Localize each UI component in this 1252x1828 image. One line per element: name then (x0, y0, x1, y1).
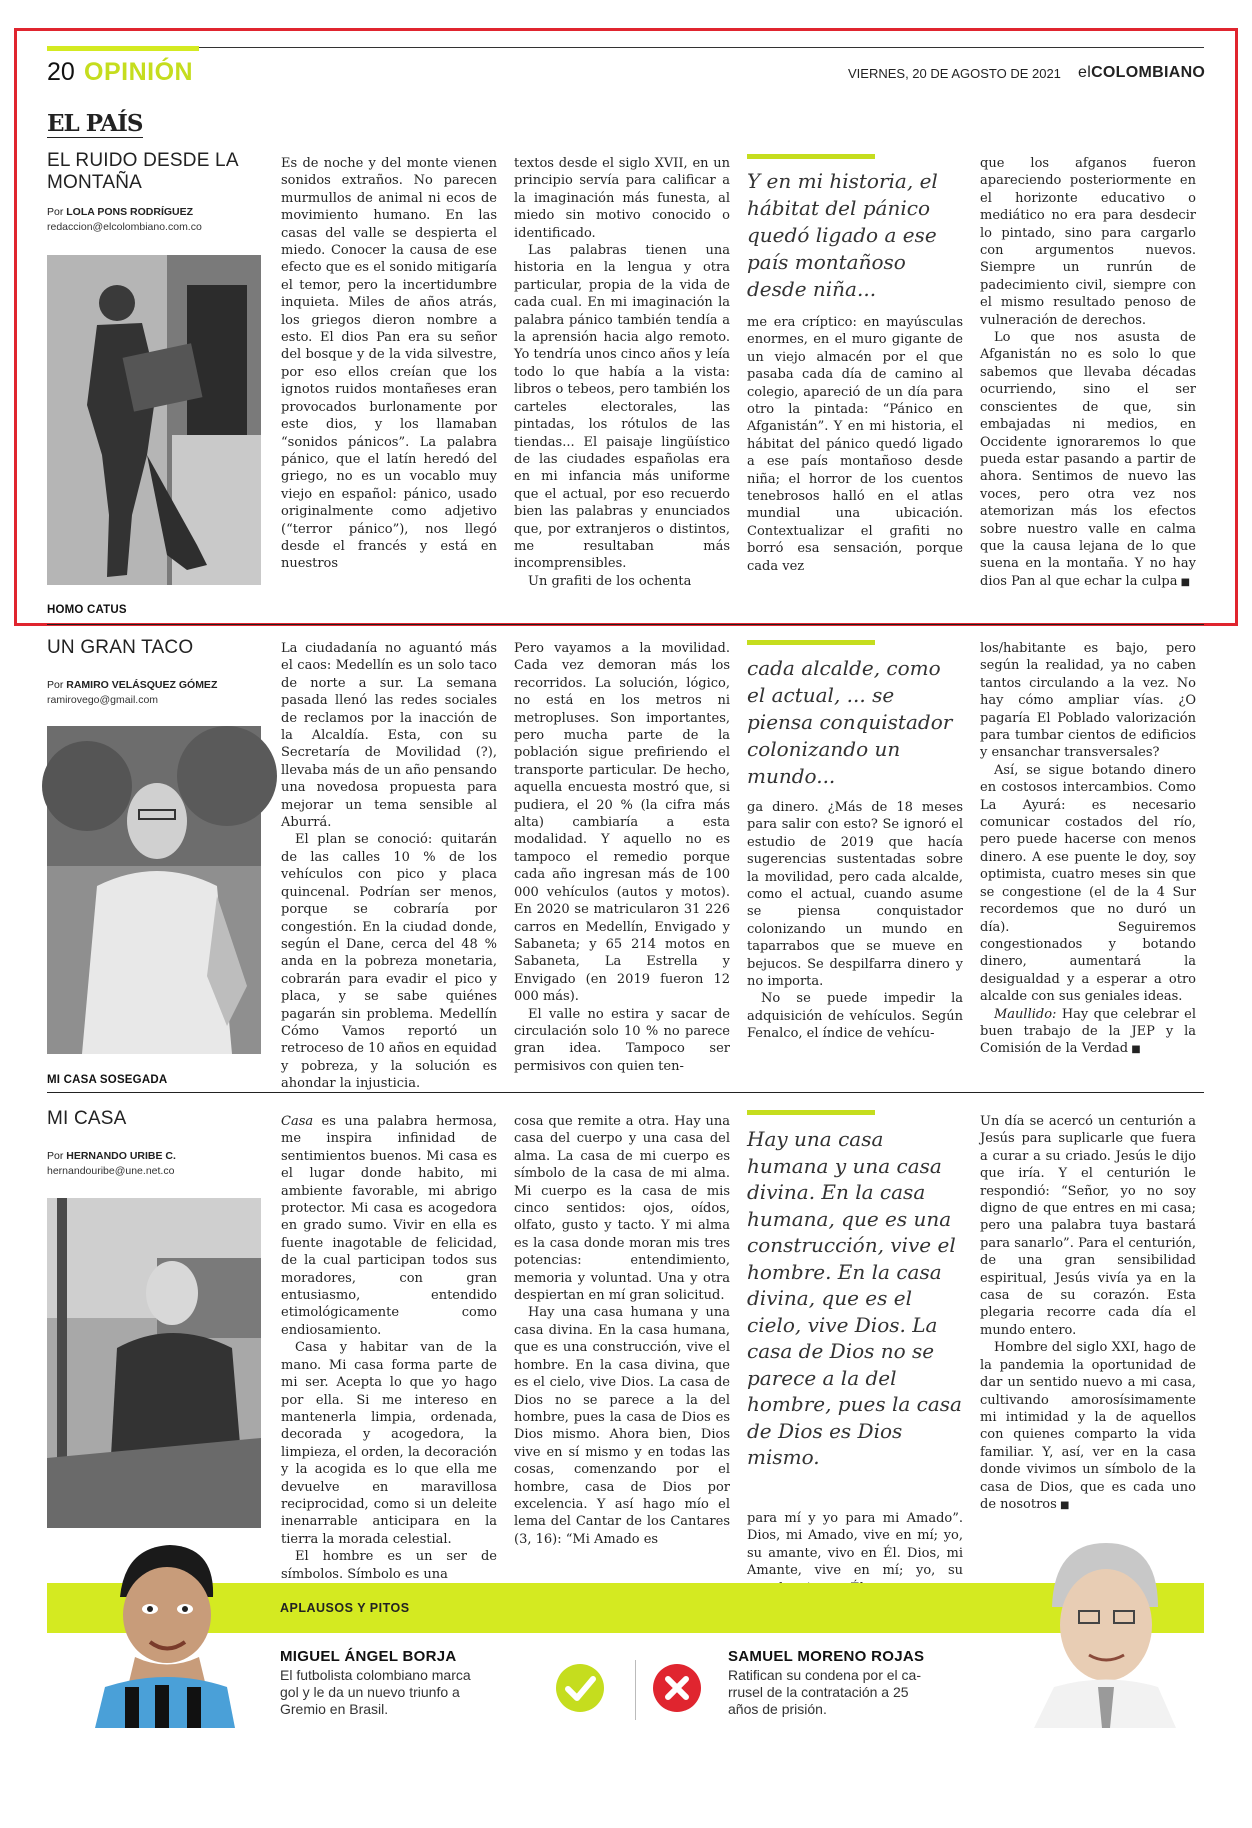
aplausos-divider (635, 1660, 636, 1720)
article1-col2-paragraph: Un grafiti de los ochenta (528, 573, 692, 589)
article3-column-1 (281, 1113, 497, 1585)
article1-pull-quote: Y en mi historia, el hábitat del pánico quedó ligado a ese país montañoso desde niña... (747, 169, 938, 301)
aplausos-left-line: Gremio en Brasil. (280, 1701, 389, 1717)
aplausos-left-name: MIGUEL ÁNGEL BORJA (280, 1648, 457, 1665)
article1-col3-text: me era críptico: en mayúsculas enormes, en el muro gigante de un viejo almacén por el que pasaba cada día de camino al colegio, apareció de un día para otro la pintada: “Pánico en Afganistán”. Y en mi historia, el hábitat del pánico quedó ligado a ese país montañoso desde niña; el horror de los cuentos tenebrosos halló en el atlas mundial una ubicación. Contextualizar el grafiti no borró esa sensación, porque cada vez (747, 315, 963, 574)
article3-col3-text: para mí y yo para mi Amado”. Dios, mi Amado, vive en mí; yo, su amante, vivo en Él. Dios, mi Amante, vive en mí; yo, su (747, 1511, 963, 1579)
article2-col4-paragraph: los/habitante es bajo, pero según la realidad, ya no caben tantos circulando a la vez. No hay cómo ampliar vías. ¿O pagaría El Poblado valorización para tumbar cientos de edificios y ensanchar transversales? (980, 641, 1196, 761)
article2-col1-paragraph: El plan se conoció: quitarán de las calles 10 % de los vehículos con pico y placa quincenal. Podrían ser menos, porque se cobraría por congestión. En la ciudad donde, según el Dane, cerca del 48 % anda en la pobreza monetaria, cobrarán para evadir el pico y placa, y se sabe quiénes pagarán sin problema. Medellín Cómo Vamos reportó un retroceso de 10 años en equidad y pobreza, y la solución es ahondar la injusticia. (281, 832, 497, 1092)
aplausos-right-line: años de prisión. (728, 1701, 827, 1717)
article3-col1-paragraph (281, 1113, 497, 1339)
article3-email: hernandouribe@une.net.co (47, 1165, 175, 1177)
article1-column-3 (747, 314, 963, 594)
article1-col2-paragraph: Las palabras tienen una historia en la lengua y otra particular, propia de la vida de cada cual. En mi imaginación la palabra pánico también tendía a la aprensión hacia algo remoto. Yo tendría unos cinco años y leía todo lo que había a la vista: libros o tebeos, pero también los carteles electorales, las pintadas, los rótulos de las tiendas... El paisaje lingüístico de las ciudades españolas era en mi infancia más uniforme que el actual, por eso recuerdo bien las palabras y enunciados que, por extranjeros o distintos, me resultaban más incomprensibles. (514, 243, 730, 572)
article2-col2-paragraph: El valle no estira y sacar de circulación solo 10 % no parece gran idea. Tampoco ser permisivos con quien ten- (514, 1006, 730, 1074)
article3-col2-paragraph: Hay una casa humana y una casa divina. En la casa humana, que es una construcción, vive el hombre. En la casa divina, que es el cielo, vive Dios. La casa de Dios no se parece a la del hombre, pues la casa de Dios es Dios mismo. Ahora bien, Dios vive en sí mismo y en todas las cosas, comenzando por el hombre, casa de Dios por excelencia. Y así hago mío el lema del Cantar de los Cantares (3, 16): “Mi Amado es (514, 1305, 730, 1547)
article2-col2-paragraph: Pero vayamos a la movilidad. Cada vez demoran más los recorridos. La solución, lógico, no está en los metros ni metropluses. Son importantes, pero mucha parte de la población sigue prefiriendo el transporte particular. De hecho, aquella encuesta mostró que, si pudiera, el 20 % (la cifra más alta) cambiaría a esta modalidad. Y aquello no es tampoco el remedio porque cada año ingresan más de 100 000 vehículos (autos y motos). En 2020 se matricularon 31 226 carros en Medellín, Envigado y Sabaneta; y 65 214 motos en Sabaneta, La Estrella y Envigado (en 2019 fueron 12 000 más). (514, 641, 730, 1005)
article2-col3-paragraph: No se puede impedir la adquisición de vehículos. Según Fenalco, el índice de vehícu- (747, 991, 963, 1042)
issue-date: VIERNES, 20 DE AGOSTO DE 2021 (848, 66, 1061, 81)
article1-col4-paragraph: Lo que nos asusta de Afganistán no es solo lo que sabemos que llevaba décadas ocurriendo, sino el ser conscientes de que, sin embajadas ni medios, en Occidente ignoraremos lo que pueda estar pasando a partir de ahora. Sentimos de nuevo las voces, pero otra vez nos atemorizan más los efectos sobre nuestro valle en calma que la causa lejana de lo que suena en la montaña. Y no hay dios Pan al que echar la culpa ■ (980, 329, 1196, 591)
article1-photo (47, 255, 261, 585)
article3-photo (47, 1198, 261, 1528)
article1-pullquote-bar (747, 154, 875, 159)
article2-column-4 (980, 640, 1196, 1060)
article1-column-4 (980, 155, 1196, 593)
article3-byline (47, 1150, 176, 1162)
article1-col1-text: Es de noche y del monte vienen sonidos extraños. No parecen murmullos de animal ni ecos de movimiento humano. En las casas del valle se despierta el miedo. Conocer la causa de ese efecto que es el sonido mitigaría el temor, pero la incertidumbre inquieta. Miles de años atrás, los griegos dieron nombre a esto. El dios Pan era su señor del bosque y de la vida silvestre, por eso ellos creían que los ignotos ruidos montañeses eran provocados burlonamente por este dios, y los llamaban “sonidos pánicos”. La palabra pánico, que el latín heredó del griego, no es un vocablo muy viejo en español: pánico, usado originalmente como adjetivo (“terror pánico”), nos llegó desde el francés y está en nuestros (281, 156, 497, 572)
section-divider (47, 624, 1204, 625)
aplausos-right-text (728, 1667, 988, 1718)
article2-email: ramirovego@gmail.com (47, 694, 159, 706)
aplausos-right-line: Ratifican su condena por el ca- (728, 1667, 921, 1683)
aplausos-right-line: rrusel de la contratación a 25 (728, 1684, 909, 1700)
article3-title: MI CASA (47, 1108, 127, 1129)
aplausos-left-line: El futbolista colombiano marca (280, 1667, 471, 1683)
page-number: 20 (47, 58, 75, 86)
article1-author: LOLA PONS RODRÍGUEZ (66, 206, 194, 218)
article1-byline (47, 206, 193, 218)
article1-column-2 (514, 155, 730, 593)
article2-pullquote-bar (747, 640, 875, 645)
aplausos-right-name: SAMUEL MORENO ROJAS (728, 1648, 925, 1665)
author-portrait-icon (47, 1198, 261, 1528)
byline-prefix: Por (47, 1150, 64, 1162)
article3-col1-paragraph: Casa y habitar van de la mano. Mi casa forma parte de mi ser. Acepta lo que yo hago por ella. Si me intereso en mantenerla limpia, ordenada, decorada y acogedora, la limpieza, el orden, la decoración y la acogida es lo que ella me devuelve en maravillosa reciprocidad, como si un deleite inenarrable anticipara en la tierra la morada celestial. (281, 1340, 497, 1547)
article2-photo (47, 726, 261, 1054)
article1-col2-paragraph: textos desde el siglo XVII, en un principio servía para calificar a la imaginación más funesta, al miedo sin motivo conocido o identificado. (514, 156, 730, 241)
article3-pullquote-bar (747, 1110, 875, 1115)
article2-author: RAMIRO VELÁSQUEZ GÓMEZ (66, 679, 218, 691)
article3-col1-paragraph: El hombre es un ser de símbolos. Símbolo es una (281, 1549, 497, 1582)
statue-photo-icon (47, 255, 261, 585)
article3-author: HERNANDO URIBE C. (66, 1150, 176, 1162)
brand-logo (1078, 64, 1205, 82)
article1-photo-caption: HOMO CATUS (47, 604, 127, 616)
article2-column-1 (281, 640, 497, 1092)
article2-title: UN GRAN TACO (47, 637, 194, 658)
article2-pull-quote: cada alcalde, como el actual, ... se piensa conquistador colonizando un mundo... (747, 656, 953, 788)
header-accent-bar (47, 46, 199, 51)
aplausos-left-text (280, 1667, 540, 1718)
article3-column-3 (747, 1510, 963, 1586)
article2-byline (47, 679, 217, 691)
article1-email: redaccion@elcolombiano.com.co (47, 221, 202, 233)
caricature-footballer-icon (95, 1537, 235, 1728)
article2-column-3 (747, 799, 963, 1061)
article2-col1-paragraph: La ciudadanía no aguantó más el caos: Medellín es un solo taco de norte a sur. La semana pasada llenó las redes sociales de reclamos por la inacción de la Alcaldía. Esta, con su Secretaría de Movilidad (?), llevaba más de un año pensando una novedosa propuesta para mejorar un tema sensible al Aburrá. (281, 641, 497, 831)
casa-word: Casa (281, 1114, 314, 1129)
partner-logo: EL PAÍS (47, 110, 143, 137)
check-icon (556, 1664, 604, 1712)
article3-col4-paragraph: Un día se acercó un centurión a Jesús para suplicarle que fuera a curar a su criado. Jesús le dijo que iría. Y el centurión le respondió: “Señor, yo no soy digno de que entres en mi casa; pero una palabra tuya bastará para sanarlo”. Para el centurión, de una gran sensibilidad espiritual, Jesús vivía ya en la casa de su corazón. Esta plegaria recorre cada día el mundo entero. (980, 1114, 1196, 1338)
maullido-text: Hay que celebrar el buen trabajo de la JEP y la Comisión de la Verdad (980, 1006, 1196, 1057)
brand-name: COLOMBIANO (1091, 64, 1206, 81)
aplausos-title: APLAUSOS Y PITOS (280, 1601, 410, 1615)
article2-photo-caption: MI CASA SOSEGADA (47, 1074, 168, 1086)
section-title: OPINIÓN (84, 58, 194, 86)
author-portrait-icon (47, 726, 261, 1054)
article3-column-2 (514, 1113, 730, 1585)
maullido-label: Maullido: (994, 1006, 1057, 1022)
brand-prefix: el (1078, 64, 1092, 81)
aplausos-left-line: gol y le da un nuevo triunfo a (280, 1684, 460, 1700)
article2-column-2 (514, 640, 730, 1074)
article1-column-1 (281, 155, 497, 593)
article3-col1-text: es una palabra hermosa, me inspira infinidad de sentimientos buenos. Mi casa es el lugar donde habito, mi ambiente favorable, mi abrigo protector. Mi casa es acogedora en grado sumo. Vivir en ella es fuente inagotable de felicidad, de la cual participan todos sus moradores, con gran entusiasmo, entendido etimológicamente como endiosamiento. (281, 1114, 497, 1338)
article3-col4-paragraph: Hombre del siglo XXI, hago de la pandemia la oportunidad de dar un sentido nuevo a mi casa, cultivando amorosísimamente mi intimidad y la de aquellos con quienes comparto la vida familiar. Y, así, ver en la casa donde vivimos un símbolo de la casa de Dios, que es cada uno de nosotros ■ (980, 1339, 1196, 1514)
article1-title: EL RUIDO DESDE LA MONTAÑA (47, 150, 238, 193)
article2-col3-paragraph: ga dinero. ¿Más de 18 meses para salir con esto? Se ignoró el estudio de 2019 que hacía sugerencias sustentadas sobre la movilidad, pero cada alcalde, como el actual, cuando asume se piensa conquistador colonizando un mundo en taparrabos que se mueve en bejucos. Se despilfarra dinero y no importa. (747, 800, 963, 990)
article3-column-4 (980, 1113, 1196, 1533)
caricature-politician-icon (1034, 1537, 1176, 1728)
article2-col4-paragraph (980, 1006, 1196, 1059)
article3-pull-quote: Hay una casa humana y una casa divina. En la casa humana, que es una construcción, vive el hombre. En la casa divina, que es el cielo, vive Dios. La casa de Dios no se parece a la del hombre, pues la casa de Dios es Dios mismo. (747, 1127, 962, 1469)
header-rule (199, 47, 1204, 48)
cross-icon (653, 1664, 701, 1712)
byline-prefix: Por (47, 679, 64, 691)
article3-col2-paragraph: cosa que remite a otra. Hay una casa del cuerpo y una casa del alma. La casa de mi cuerpo es símbolo de la casa de mi alma. Mi cuerpo es la casa de mis cinco sentidos: ojos, oídos, olfato, gusto y tacto. Y mi alma es la casa donde moran mis tres potencias: entendimiento, memoria y voluntad. Una y otra despiertan en mí gran solicitud. (514, 1114, 730, 1304)
article1-col4-paragraph: que los afganos fueron apareciendo posteriormente en el horizonte educativo o mediático no era para desdecir lo pintado, sino para cargarlo con argumentos nuevos. Siempre un runrún de padecimiento civil, siempre con el mismo resultado penoso de vulneración de derechos. (980, 156, 1196, 328)
article2-col4-paragraph: Así, se sigue botando dinero en costosos intercambios. Como La Ayurá: es necesario comunicar costados del río, pero puede hacerse con menos dinero. A ese puente le doy, soy optimista, cuatro meses sin que se congestione (el de la 4 Sur recordemos que no duró un día). Seguiremos congestionados y botando dinero, aumentará la desigualdad y a esperar a otro alcalde con sus geniales ideas. (980, 762, 1196, 1005)
byline-prefix: Por (47, 206, 64, 218)
section-divider (47, 1092, 1204, 1093)
caricature-left (95, 1537, 235, 1728)
caricature-right (1034, 1537, 1176, 1728)
